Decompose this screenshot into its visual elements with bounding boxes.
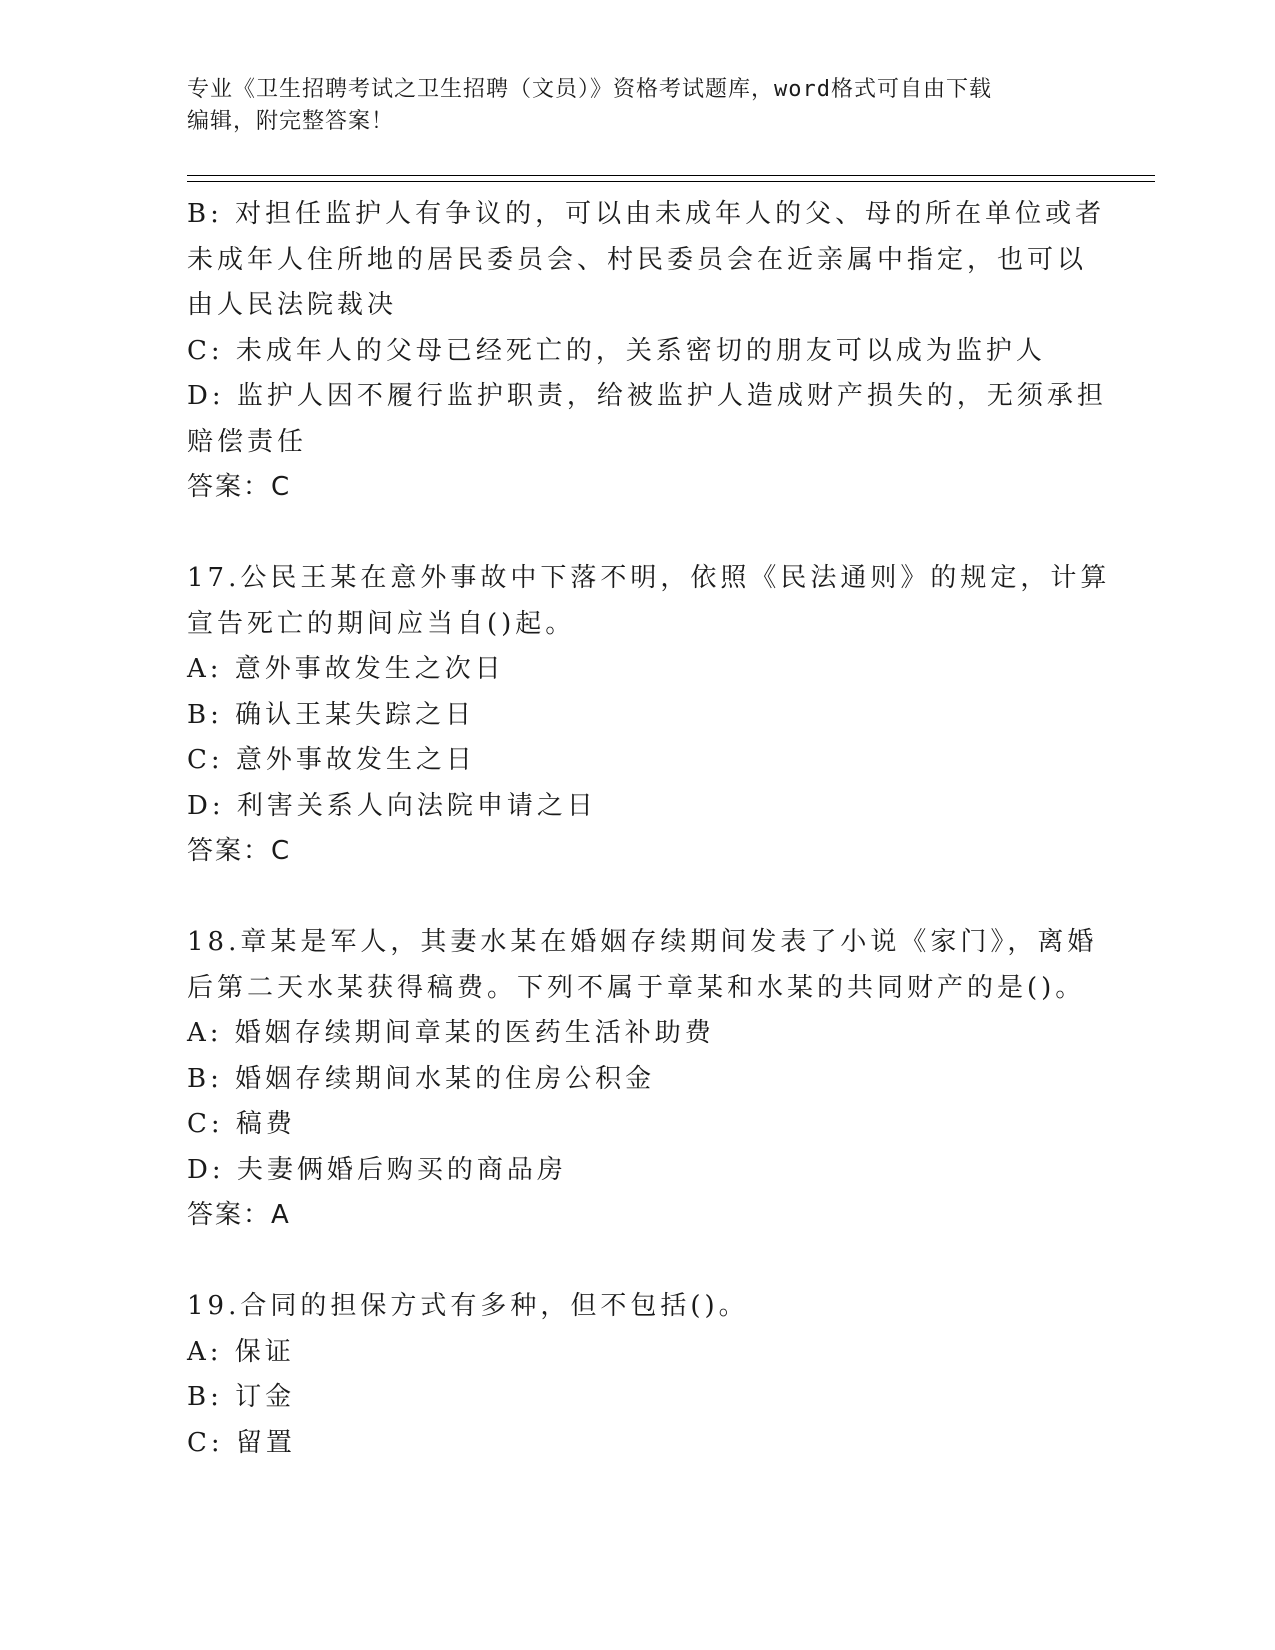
q18-stem-line-1: 18.章某是军人，其妻水某在婚姻存续期间发表了小说《家门》，离婚 [187, 927, 1098, 957]
header-divider-top [187, 175, 1155, 176]
q18-option-c: C: 稿费 [187, 1109, 296, 1139]
header-line-1: 专业《卫生招聘考试之卫生招聘（文员）》资格考试题库，word格式可自由下载 [187, 77, 992, 102]
q16-option-d-line-2: 赔偿责任 [187, 426, 308, 457]
q16-option-c: C: 未成年人的父母已经死亡的，关系密切的朋友可以成为监护人 [187, 335, 1046, 366]
q17-option-b: B: 确认王某失踪之日 [187, 699, 476, 730]
spacer [187, 1239, 1087, 1285]
q17-answer: 答案：C [187, 836, 292, 866]
q18-answer: 答案：A [187, 1200, 291, 1230]
q19-option-a: A: 保证 [187, 1336, 295, 1367]
q17-option-c: C: 意外事故发生之日 [187, 745, 476, 775]
q19-option-b: B: 订金 [187, 1382, 296, 1412]
q18-option-a: A: 婚姻存续期间章某的医药生活补助费 [187, 1018, 715, 1048]
question-content [187, 192, 1111, 1466]
header-line-2: 编辑，附完整答案！ [187, 109, 395, 134]
q18-stem-line-2: 后第二天水某获得稿费。下列不属于章某和水某的共同财产的是()。 [187, 972, 1086, 1003]
q16-option-b-line-1: B: 对担任监护人有争议的，可以由未成年人的父、母的所在单位或者 [187, 199, 1106, 229]
q18-option-d: D: 夫妻俩婚后购买的商品房 [187, 1154, 567, 1185]
document-header [187, 74, 1067, 138]
q18-option-b: B: 婚姻存续期间水某的住房公积金 [187, 1063, 656, 1094]
q17-option-d: D: 利害关系人向法院申请之日 [187, 790, 597, 821]
q16-option-b-line-3: 由人民法院裁决 [187, 290, 398, 320]
q16-option-d-line-1: D: 监护人因不履行监护职责，给被监护人造成财产损失的，无须承担 [187, 381, 1107, 411]
q17-option-a: A: 意外事故发生之次日 [187, 654, 505, 684]
q19-option-c: C: 留置 [187, 1427, 296, 1458]
q19-stem-line-1: 19.合同的担保方式有多种，但不包括()。 [187, 1291, 749, 1321]
spacer [187, 511, 1087, 557]
q17-stem-line-2: 宣告死亡的期间应当自()起。 [187, 608, 576, 639]
spacer [187, 875, 1087, 921]
q16-option-b-line-2: 未成年人住所地的居民委员会、村民委员会在近亲属中指定，也可以 [187, 244, 1088, 275]
header-divider-bottom [187, 181, 1155, 182]
q17-stem-line-1: 17.公民王某在意外事故中下落不明，依照《民法通则》的规定，计算 [187, 563, 1111, 593]
q16-answer: 答案：C [187, 472, 292, 502]
